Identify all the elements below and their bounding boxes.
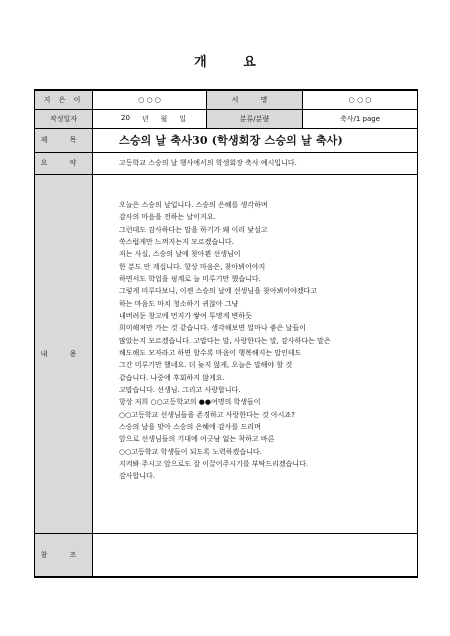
subject-label: 제 목	[35, 128, 93, 152]
reference-label: 참 조	[35, 533, 93, 577]
content-line	[119, 187, 411, 199]
subject-row	[35, 128, 418, 152]
signature-value: ○ ○ ○	[303, 90, 418, 109]
summary-label: 요 약	[35, 152, 93, 174]
author-label: 지 은 이	[35, 90, 93, 109]
content-line: 내버려둔 창고에 먼지가 쌓여 투명게 변하듯	[119, 311, 252, 320]
signature-label: 서 명	[207, 90, 303, 109]
summary-row	[35, 152, 418, 174]
content-row	[35, 174, 418, 533]
content-line: 그런데도 감사하다는 말을 하기가 왜 이리 낯설고	[119, 225, 268, 234]
content-line: 희미해져만 가는 것 같습니다. 생각해보면 얼마나 좋은 날들이	[119, 324, 306, 333]
content-line: 감사합니다.	[119, 472, 156, 481]
content-line: 고맙습니다. 선생님. 그리고 사랑합니다.	[119, 386, 241, 394]
subject-value: 스승의 날 축사30 (학생회장 스승의 날 축사)	[93, 128, 418, 152]
content-body	[93, 174, 418, 533]
reference-row	[35, 533, 418, 577]
date-year: 20	[121, 113, 130, 122]
content-line: 오늘은 스승의 날입니다. 스승의 은혜를 생각하며	[119, 200, 268, 209]
content-line: 지켜봐 주시고 앞으로도 잘 이끌어주시기를 부탁드리겠습니다.	[119, 460, 309, 469]
content-line: 하면서도 학업을 핑계로 늘 미루기만 했습니다.	[119, 274, 261, 283]
overview-form-table	[34, 89, 418, 578]
content-line: 한 분도 안 계십니다. 항상 마음은, 찾아뵈어야지	[119, 262, 266, 271]
content-line: ○○고등학교 학생들이 되도록 노력하겠습니다.	[119, 447, 262, 456]
content-line: ○○고등학교 선생님들을 존경하고 사랑한다는 것 아시죠?	[119, 410, 295, 419]
category-value: 축사/1 page	[303, 109, 418, 128]
content-line: 저는 사실, 스승의 날에 찾아뵌 선생님이	[119, 250, 241, 259]
content-line: 앞으로 선생님들의 기대에 어긋남 없는 착하고 바른	[119, 435, 275, 444]
content-line: 해도해도 모자라고 하면 할수록 마음이 행복해지는 말인데도	[119, 348, 302, 357]
content-line: 같습니다. 나중에 후회하지 않게요.	[119, 373, 225, 382]
content-line: 쑥스럽게만 느껴지는지 모르겠습니다.	[119, 237, 234, 246]
content-line: 스승의 날을 맞아 스승의 은혜에 감사를 드리며	[119, 423, 261, 432]
content-label: 내 용	[35, 174, 93, 533]
content-line: 항상 저희 ○○고등학교의 ●●여명의 학생들이	[119, 398, 261, 407]
author-value: ○ ○ ○	[93, 90, 207, 109]
written-date-label: 작성일자	[35, 109, 93, 128]
date-row	[35, 109, 418, 128]
date-year-unit: 년	[141, 114, 149, 123]
content-line: 그렇게 미루다보니, 이젠 스승의 날에 선생님을 찾아뵈어야겠다고	[119, 287, 318, 296]
content-line: 감사의 마음을 전하는 날이지요.	[119, 213, 216, 222]
category-label: 분류/분량	[207, 109, 303, 128]
date-month-unit: 월	[160, 114, 168, 123]
content-lines	[119, 187, 411, 483]
content-line: 그간 미루기만 했네요. 더 늦지 않게, 오늘은 말해야 할 것	[119, 361, 293, 370]
reference-value	[93, 533, 418, 577]
author-row	[35, 90, 418, 109]
content-line: 많았는지 모르겠습니다. 고맙다는 말, 사랑한다는 말, 감사하다는 말은	[119, 336, 331, 345]
summary-value: 고등학교 스승의 날 행사에서의 학생회장 축사 예시입니다.	[93, 152, 418, 174]
written-date-value	[93, 109, 207, 128]
date-day-unit: 일	[179, 114, 186, 123]
content-line: 하는 마음도 마치 청소하기 귀찮아 그냥	[119, 299, 239, 308]
document-title: 개 요	[194, 55, 272, 70]
